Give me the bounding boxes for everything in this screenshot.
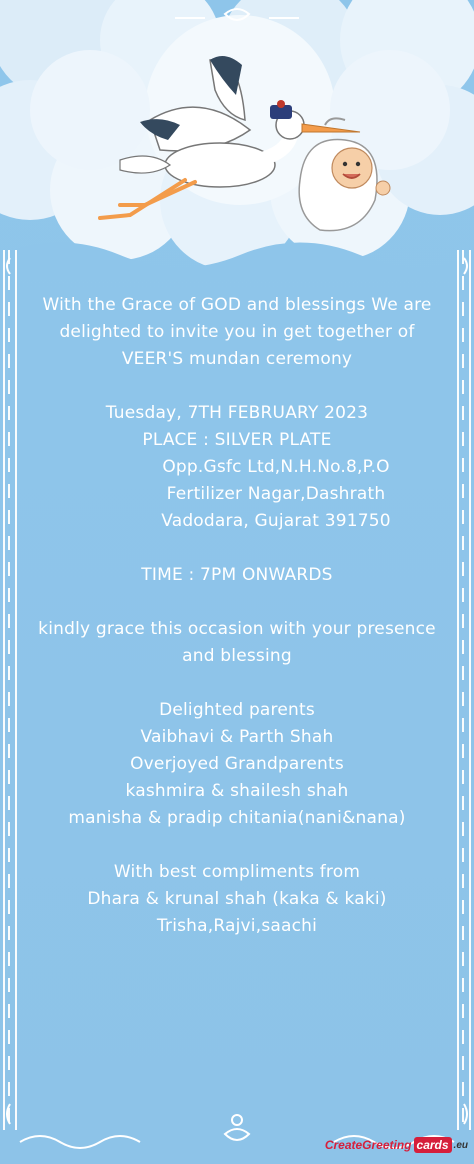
event-date: Tuesday, 7TH FEBRUARY 2023: [105, 403, 369, 423]
compliments-line: Dhara & krunal shah (kaka & kaki): [87, 889, 387, 909]
intro-line: With the Grace of GOD and blessings We are: [42, 295, 432, 315]
address-line: Vadodara, Gujarat 391750: [161, 511, 391, 531]
compliments-line: Trisha,Rajvi,saachi: [156, 916, 318, 936]
brand-suffix-text: .eu: [453, 1139, 468, 1151]
parents-names: Vaibhavi & Parth Shah: [140, 727, 334, 747]
event-place: PLACE : SILVER PLATE: [142, 430, 332, 450]
intro-line: delighted to invite you in get together of: [59, 322, 415, 342]
event-time: TIME : 7PM ONWARDS: [141, 565, 333, 585]
intro-line: VEER'S mundan ceremony: [121, 349, 353, 369]
parents-heading: Delighted parents: [159, 700, 315, 720]
header-illustration: [0, 0, 474, 280]
brand-create-text: CreateGreeting: [324, 1138, 412, 1152]
request-line: and blessing: [182, 646, 292, 666]
grandparents-line: kashmira & shailesh shah: [125, 781, 349, 801]
grandparents-line: manisha & pradip chitania(nani&nana): [68, 808, 406, 828]
cloud-decoration-icon: [0, 0, 474, 280]
brand-cards-text: cards: [414, 1137, 452, 1153]
address-line: Fertilizer Nagar,Dashrath: [166, 484, 386, 504]
request-line: kindly grace this occasion with your presence: [38, 619, 436, 639]
grandparents-heading: Overjoyed Grandparents: [130, 754, 344, 774]
brand-logo[interactable]: [325, 1134, 468, 1156]
address-line: Opp.Gsfc Ltd,N.H.No.8,P.O: [162, 457, 390, 477]
compliments-heading: With best compliments from: [113, 862, 361, 882]
invitation-message: [14, 292, 460, 940]
